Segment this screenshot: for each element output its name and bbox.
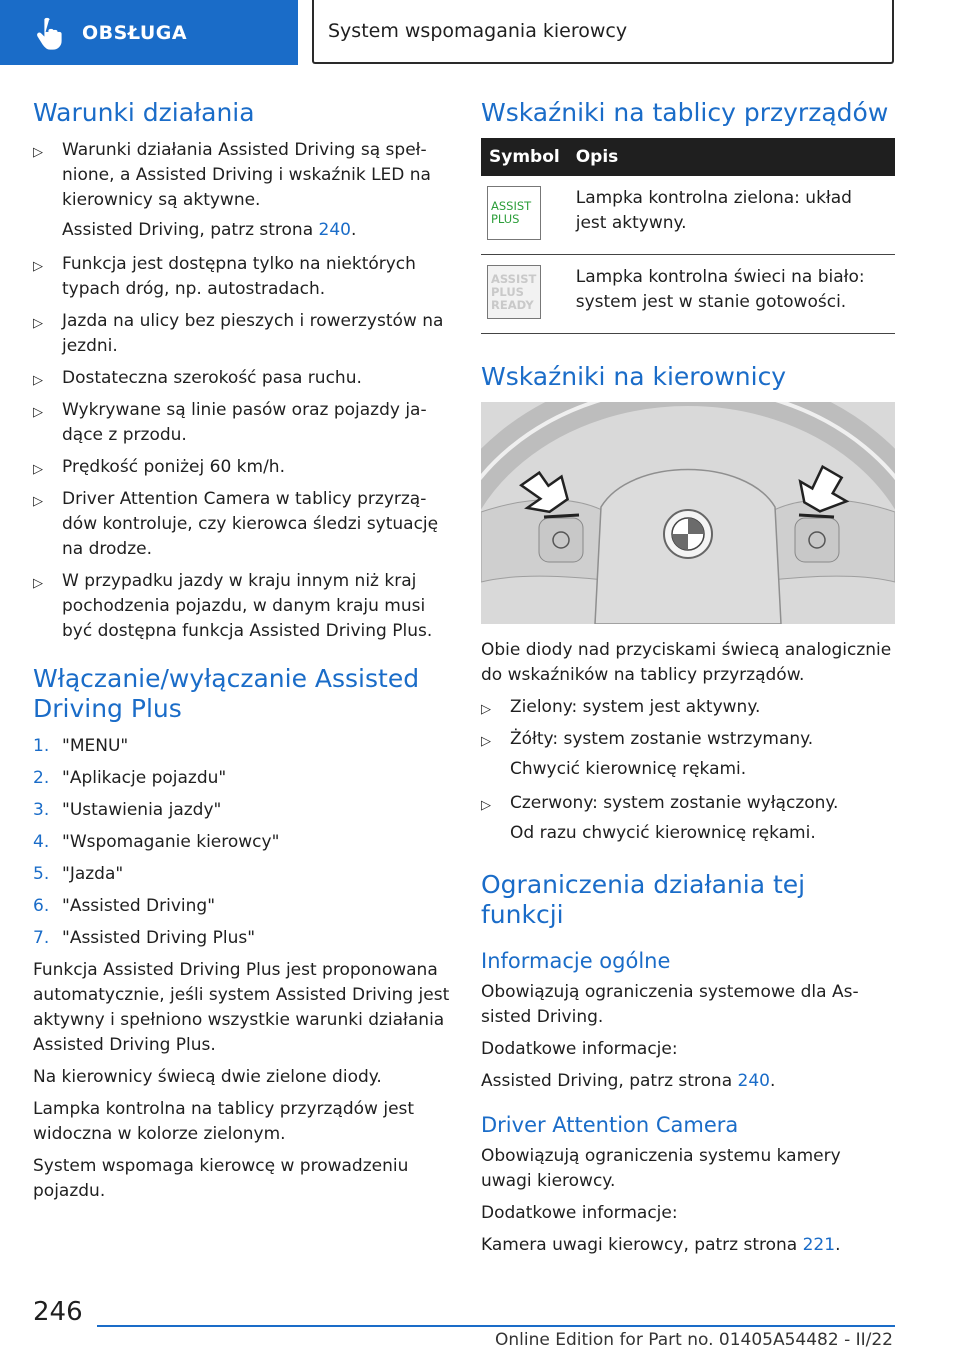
paragraph: Dodatkowe informacje: bbox=[481, 1203, 678, 1223]
wheel-intro: Obie diody nad przyciskami świecą analogicznie do wskaźników na tablicy przyrządów. bbox=[481, 640, 892, 685]
table-row bbox=[481, 255, 895, 334]
step-item: 4. "Wspomaganie kierowcy" bbox=[33, 832, 280, 852]
step-item: 3. "Ustawienia jazdy" bbox=[33, 800, 222, 820]
list-item: ▷ Dostateczna szerokość pasa ruchu. bbox=[33, 366, 451, 391]
triangle-bullet-icon: ▷ bbox=[33, 576, 43, 591]
triangle-bullet-icon: ▷ bbox=[481, 798, 491, 813]
triangle-bullet-icon: ▷ bbox=[33, 494, 43, 509]
panel-indicators-heading: Wskaźniki na tablicy przyrządów bbox=[481, 98, 889, 127]
symbol-table bbox=[481, 138, 895, 334]
triangle-bullet-icon: ▷ bbox=[33, 316, 43, 331]
chapter-header bbox=[312, 0, 894, 64]
step-item: 1. "MENU" bbox=[33, 736, 129, 756]
conditions-list bbox=[33, 252, 451, 644]
page-link[interactable]: 240 bbox=[318, 220, 351, 240]
chapter-title: System wspomagania kierowcy bbox=[328, 20, 628, 42]
list-item: ▷ Żółty: system zostanie wstrzymany. bbox=[481, 727, 895, 752]
triangle-bullet-icon: ▷ bbox=[481, 702, 491, 717]
triangle-bullet-icon: ▷ bbox=[33, 145, 43, 160]
conditions-heading: Warunki działania bbox=[33, 98, 255, 127]
paragraph: Funkcja Assisted Driving Plus jest proponowana automatycznie, jeśli system Assisted Driving jest aktywny i spełniono wszystkie warunki działania Assisted Driving Plus. bbox=[33, 960, 450, 1055]
page-number: 246 bbox=[33, 1297, 83, 1327]
table-header-desc: Opis bbox=[568, 138, 895, 176]
paragraph: Lampka kontrolna na tablicy przyrządów jest widoczna w kolorze zielonym. bbox=[33, 1099, 415, 1144]
wheel-indicators-heading: Wskaźniki na kierownicy bbox=[481, 362, 787, 391]
edition-note: Online Edition for Part no. 01405A54482 - II/22 bbox=[494, 1330, 893, 1350]
paragraph: Obowiązują ograniczenia systemowe dla Assisted Driving. bbox=[481, 982, 859, 1027]
triangle-bullet-icon: ▷ bbox=[33, 405, 43, 420]
table-cell-desc: Lampka kontrolna świeci na biało: system jest w stanie gotowości. bbox=[568, 255, 895, 334]
general-heading: Informacje ogólne bbox=[481, 949, 671, 973]
footer-divider bbox=[97, 1325, 895, 1327]
camera-heading: Driver Attention Camera bbox=[481, 1113, 739, 1137]
list-item: ▷ Driver Attention Camera w tablicy przyrządów kontroluje, czy kierowca śledzi sytuację na drodze. bbox=[33, 489, 439, 559]
paragraph: Na kierownicy świecą dwie zielone diody. bbox=[33, 1067, 382, 1087]
step-item: 6. "Assisted Driving" bbox=[33, 896, 216, 916]
page-link[interactable]: 221 bbox=[802, 1235, 836, 1255]
wheel-led-list bbox=[481, 791, 895, 816]
list-subtext: Chwycić kierownicę rękami. bbox=[510, 759, 747, 779]
paragraph: System wspomaga kierowcę w prowadzeniu pojazdu. bbox=[33, 1156, 409, 1201]
list-item: ▷ Jazda na ulicy bez pieszych i rowerzystów na jezdni. bbox=[33, 311, 444, 356]
left-column bbox=[33, 98, 451, 1211]
steering-wheel-illustration bbox=[481, 402, 895, 624]
table-header-symbol: Symbol bbox=[481, 138, 568, 176]
list-item: ▷ Prędkość poniżej 60 km/h. bbox=[33, 455, 451, 480]
list-item: ▷ Wykrywane są linie pasów oraz pojazdy jadące z przodu. bbox=[33, 400, 427, 445]
conditions-list bbox=[33, 138, 451, 213]
hand-pointer-icon bbox=[34, 16, 68, 50]
table-cell-desc: Lampka kontrolna zielona: układ jest aktywny. bbox=[568, 176, 895, 255]
cross-reference: Assisted Driving, patrz strona 240. bbox=[481, 1071, 776, 1091]
list-item: ▷ Czerwony: system zostanie wyłączony. bbox=[481, 791, 895, 816]
steps-list bbox=[33, 734, 451, 951]
list-item: ▷ Warunki działania Assisted Driving są spełnione, a Assisted Driving i wskaźnik LED na kierownicy są aktywne. bbox=[33, 140, 431, 210]
cross-reference: Kamera uwagi kierowcy, patrz strona 221. bbox=[481, 1235, 841, 1255]
step-item: 2. "Aplikacje pojazdu" bbox=[33, 768, 227, 788]
page-link[interactable]: 240 bbox=[737, 1071, 770, 1091]
table-row bbox=[481, 176, 895, 255]
assist-plus-ready-icon: ASSIST PLUS READY bbox=[487, 265, 541, 319]
step-item: 5. "Jazda" bbox=[33, 864, 124, 884]
paragraph: Obowiązują ograniczenia systemu kamery uwagi kierowcy. bbox=[481, 1146, 841, 1191]
triangle-bullet-icon: ▷ bbox=[33, 462, 43, 477]
toggle-heading: Włączanie/wyłączanie Assisted Driving Plus bbox=[33, 664, 420, 723]
triangle-bullet-icon: ▷ bbox=[33, 373, 43, 388]
section-tab bbox=[0, 0, 298, 65]
list-subtext: Od razu chwycić kierownicę rękami. bbox=[510, 823, 816, 843]
section-tab-label: OBSŁUGA bbox=[82, 21, 188, 44]
wheel-led-list bbox=[481, 695, 895, 752]
limits-heading: Ograniczenia działania tej funkcji bbox=[481, 870, 806, 929]
list-item: ▷ Zielony: system jest aktywny. bbox=[481, 695, 895, 720]
list-item: ▷ W przypadku jazdy w kraju innym niż kraj pochodzenia pojazdu, w danym kraju musi być dostępna funkcja Assisted Driving Plus. bbox=[33, 571, 433, 641]
step-item: 7. "Assisted Driving Plus" bbox=[33, 928, 256, 948]
paragraph: Dodatkowe informacje: bbox=[481, 1039, 678, 1059]
cross-reference: Assisted Driving, patrz strona 240. bbox=[62, 220, 357, 240]
right-column bbox=[481, 98, 895, 1265]
assist-plus-green-icon: ASSIST PLUS bbox=[487, 186, 541, 240]
list-item: ▷ Funkcja jest dostępna tylko na niektórych typach dróg, np. autostradach. bbox=[33, 254, 416, 299]
triangle-bullet-icon: ▷ bbox=[481, 734, 491, 749]
triangle-bullet-icon: ▷ bbox=[33, 259, 43, 274]
